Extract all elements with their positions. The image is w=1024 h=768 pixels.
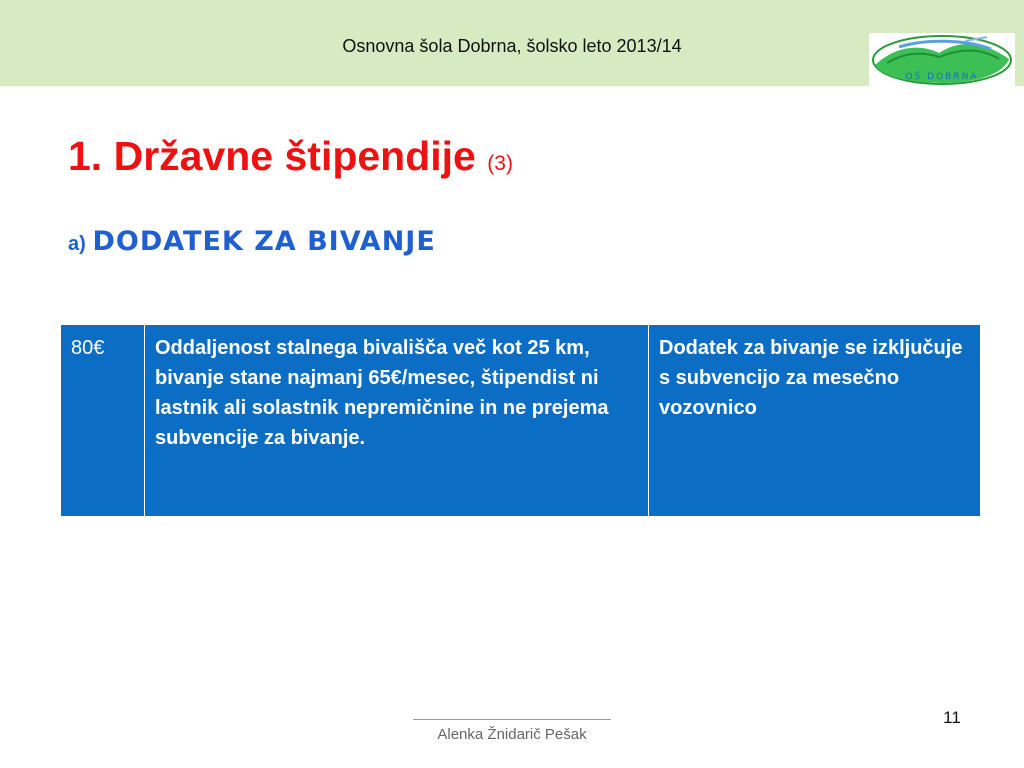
info-table	[60, 324, 981, 517]
school-logo	[869, 33, 1015, 86]
footer-author: Alenka Žnidarič Pešak	[437, 726, 587, 743]
subtitle-prefix: a)	[68, 233, 86, 255]
amount-cell: 80€	[61, 325, 145, 517]
slide-title-main: 1. Državne štipendije	[68, 133, 476, 179]
slide-title-suffix: (3)	[487, 152, 513, 175]
school-logo-icon	[869, 33, 1015, 86]
subtitle-main: DODATEK ZA BIVANJE	[92, 226, 436, 257]
header-school-year: Osnovna šola Dobrna, šolsko leto 2013/14	[342, 36, 682, 56]
note-cell: Dodatek za bivanje se izključuje s subvencijo za mesečno vozovnico	[649, 325, 981, 517]
table-row	[61, 325, 981, 517]
logo-text: OŠ DOBRNA	[905, 72, 979, 82]
page-number: 11	[943, 708, 961, 727]
slide-subtitle	[68, 226, 436, 257]
footer-divider	[413, 719, 611, 720]
slide-title	[68, 133, 513, 180]
condition-cell: Oddaljenost stalnega bivališča več kot 25 km, bivanje stane najmanj 65€/mesec, štipendist ni lastnik ali solastnik nepremičnine in ne prejema subvencije za bivanje.	[145, 325, 649, 517]
